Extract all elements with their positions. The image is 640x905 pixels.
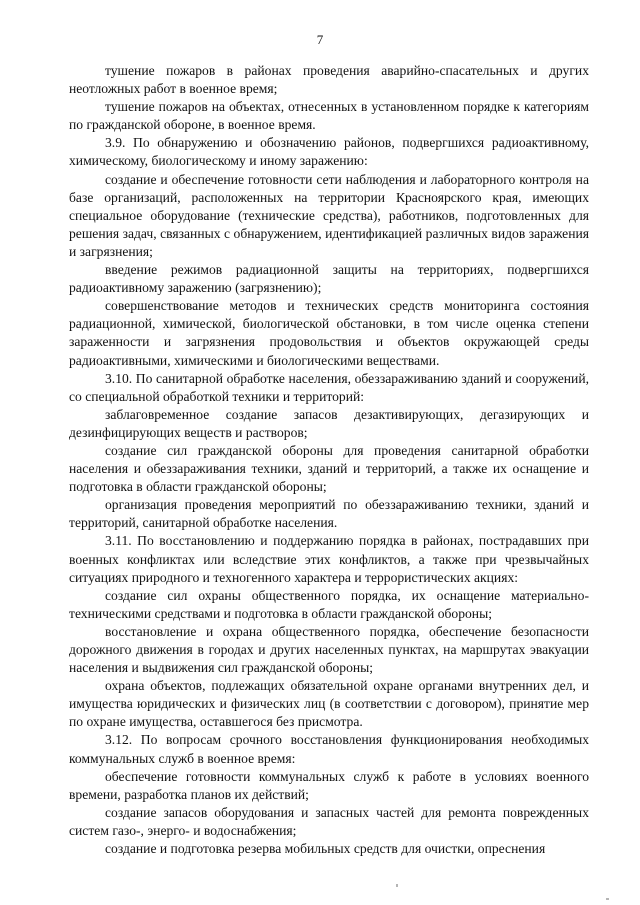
paragraph: совершенствование методов и технических средств мониторинга состояния радиационной, химической, биологической обстановки, в том числе оценка степени зараженности и загрязнения продовольствия и объектов окружающей среды радиоактивными, химическими и биологическими веществами. — [69, 298, 589, 368]
paragraph: введение режимов радиационной защиты на территориях, подвергшихся радиоактивному заражению (загрязнению); — [69, 262, 589, 296]
page-number: 7 — [316, 32, 324, 47]
paragraph: организация проведения мероприятий по обеззараживанию техники, зданий и территорий, санитарной обработке населения. — [69, 497, 589, 531]
paragraph: восстановление и охрана общественного порядка, обеспечение безопасности дорожного движения в городах и других населенных пунктах, на маршрутах эвакуации населения и выдвижения сил гражданской обороны; — [69, 623, 589, 676]
paragraph: заблаговременное создание запасов дезактивирующих, дегазирующих и дезинфицирующих веществ и растворов; — [69, 406, 589, 440]
section-heading-3-11: 3.11. По восстановлению и поддержанию порядка в районах, пострадавших при военных конфликтах или вследствие этих конфликтов, а также при чрезвычайных ситуациях природного и техногенного характера и террористических акциях: — [69, 533, 589, 585]
paragraph: обеспечение готовности коммунальных служб к работе в условиях военного времени, разработка планов их действий; — [69, 768, 589, 802]
scan-mark — [606, 898, 609, 900]
paragraph: создание запасов оборудования и запасных частей для ремонта поврежденных систем газо-, энерго- и водоснабжения; — [69, 804, 589, 838]
section-heading-3-10: 3.10. По санитарной обработке населения, обеззараживанию зданий и сооружений, со специальной обработкой техники и территорий: — [69, 370, 589, 404]
paragraph: тушение пожаров на объектах, отнесенных в установленном порядке к категориям по гражданской обороне, в военное время. — [69, 99, 589, 133]
paragraph: тушение пожаров в районах проведения аварийно-спасательных и других неотложных работ в военное время; — [69, 63, 589, 97]
paragraph: создание сил гражданской обороны для проведения санитарной обработки населения и обеззараживания техники, зданий и территорий, а также их оснащение и подготовка в области гражданской обороны; — [69, 442, 589, 495]
paragraph: создание сил охраны общественного порядка, их оснащение материально-техническими средствами и подготовка в области гражданской обороны; — [69, 587, 589, 621]
scan-mark — [396, 884, 398, 887]
paragraph: создание и подготовка резерва мобильных средств для очистки, опреснения — [105, 841, 546, 857]
section-heading-3-12: 3.12. По вопросам срочного восстановления функционирования необходимых коммунальных служб в военное время: — [69, 732, 589, 766]
paragraph: охрана объектов, подлежащих обязательной охране органами внутренних дел, и имущества юридических и физических лиц (в соответствии с договором), принятие мер по охране имущества, оставшегося без присмотра. — [69, 678, 589, 730]
paragraph: создание и обеспечение готовности сети наблюдения и лабораторного контроля на базе организаций, расположенных на территории Красноярского края, имеющих специальное оборудование (технические средства), работников, подготовленных для решения задач, связанных с обнаружением, идентификацией различных видов заражения и загрязнения; — [69, 171, 589, 259]
document-body — [69, 62, 589, 858]
section-heading-3-9: 3.9. По обнаружению и обозначению районов, подвергшихся радиоактивному, химическому, биологическому и иному заражению: — [69, 135, 589, 169]
